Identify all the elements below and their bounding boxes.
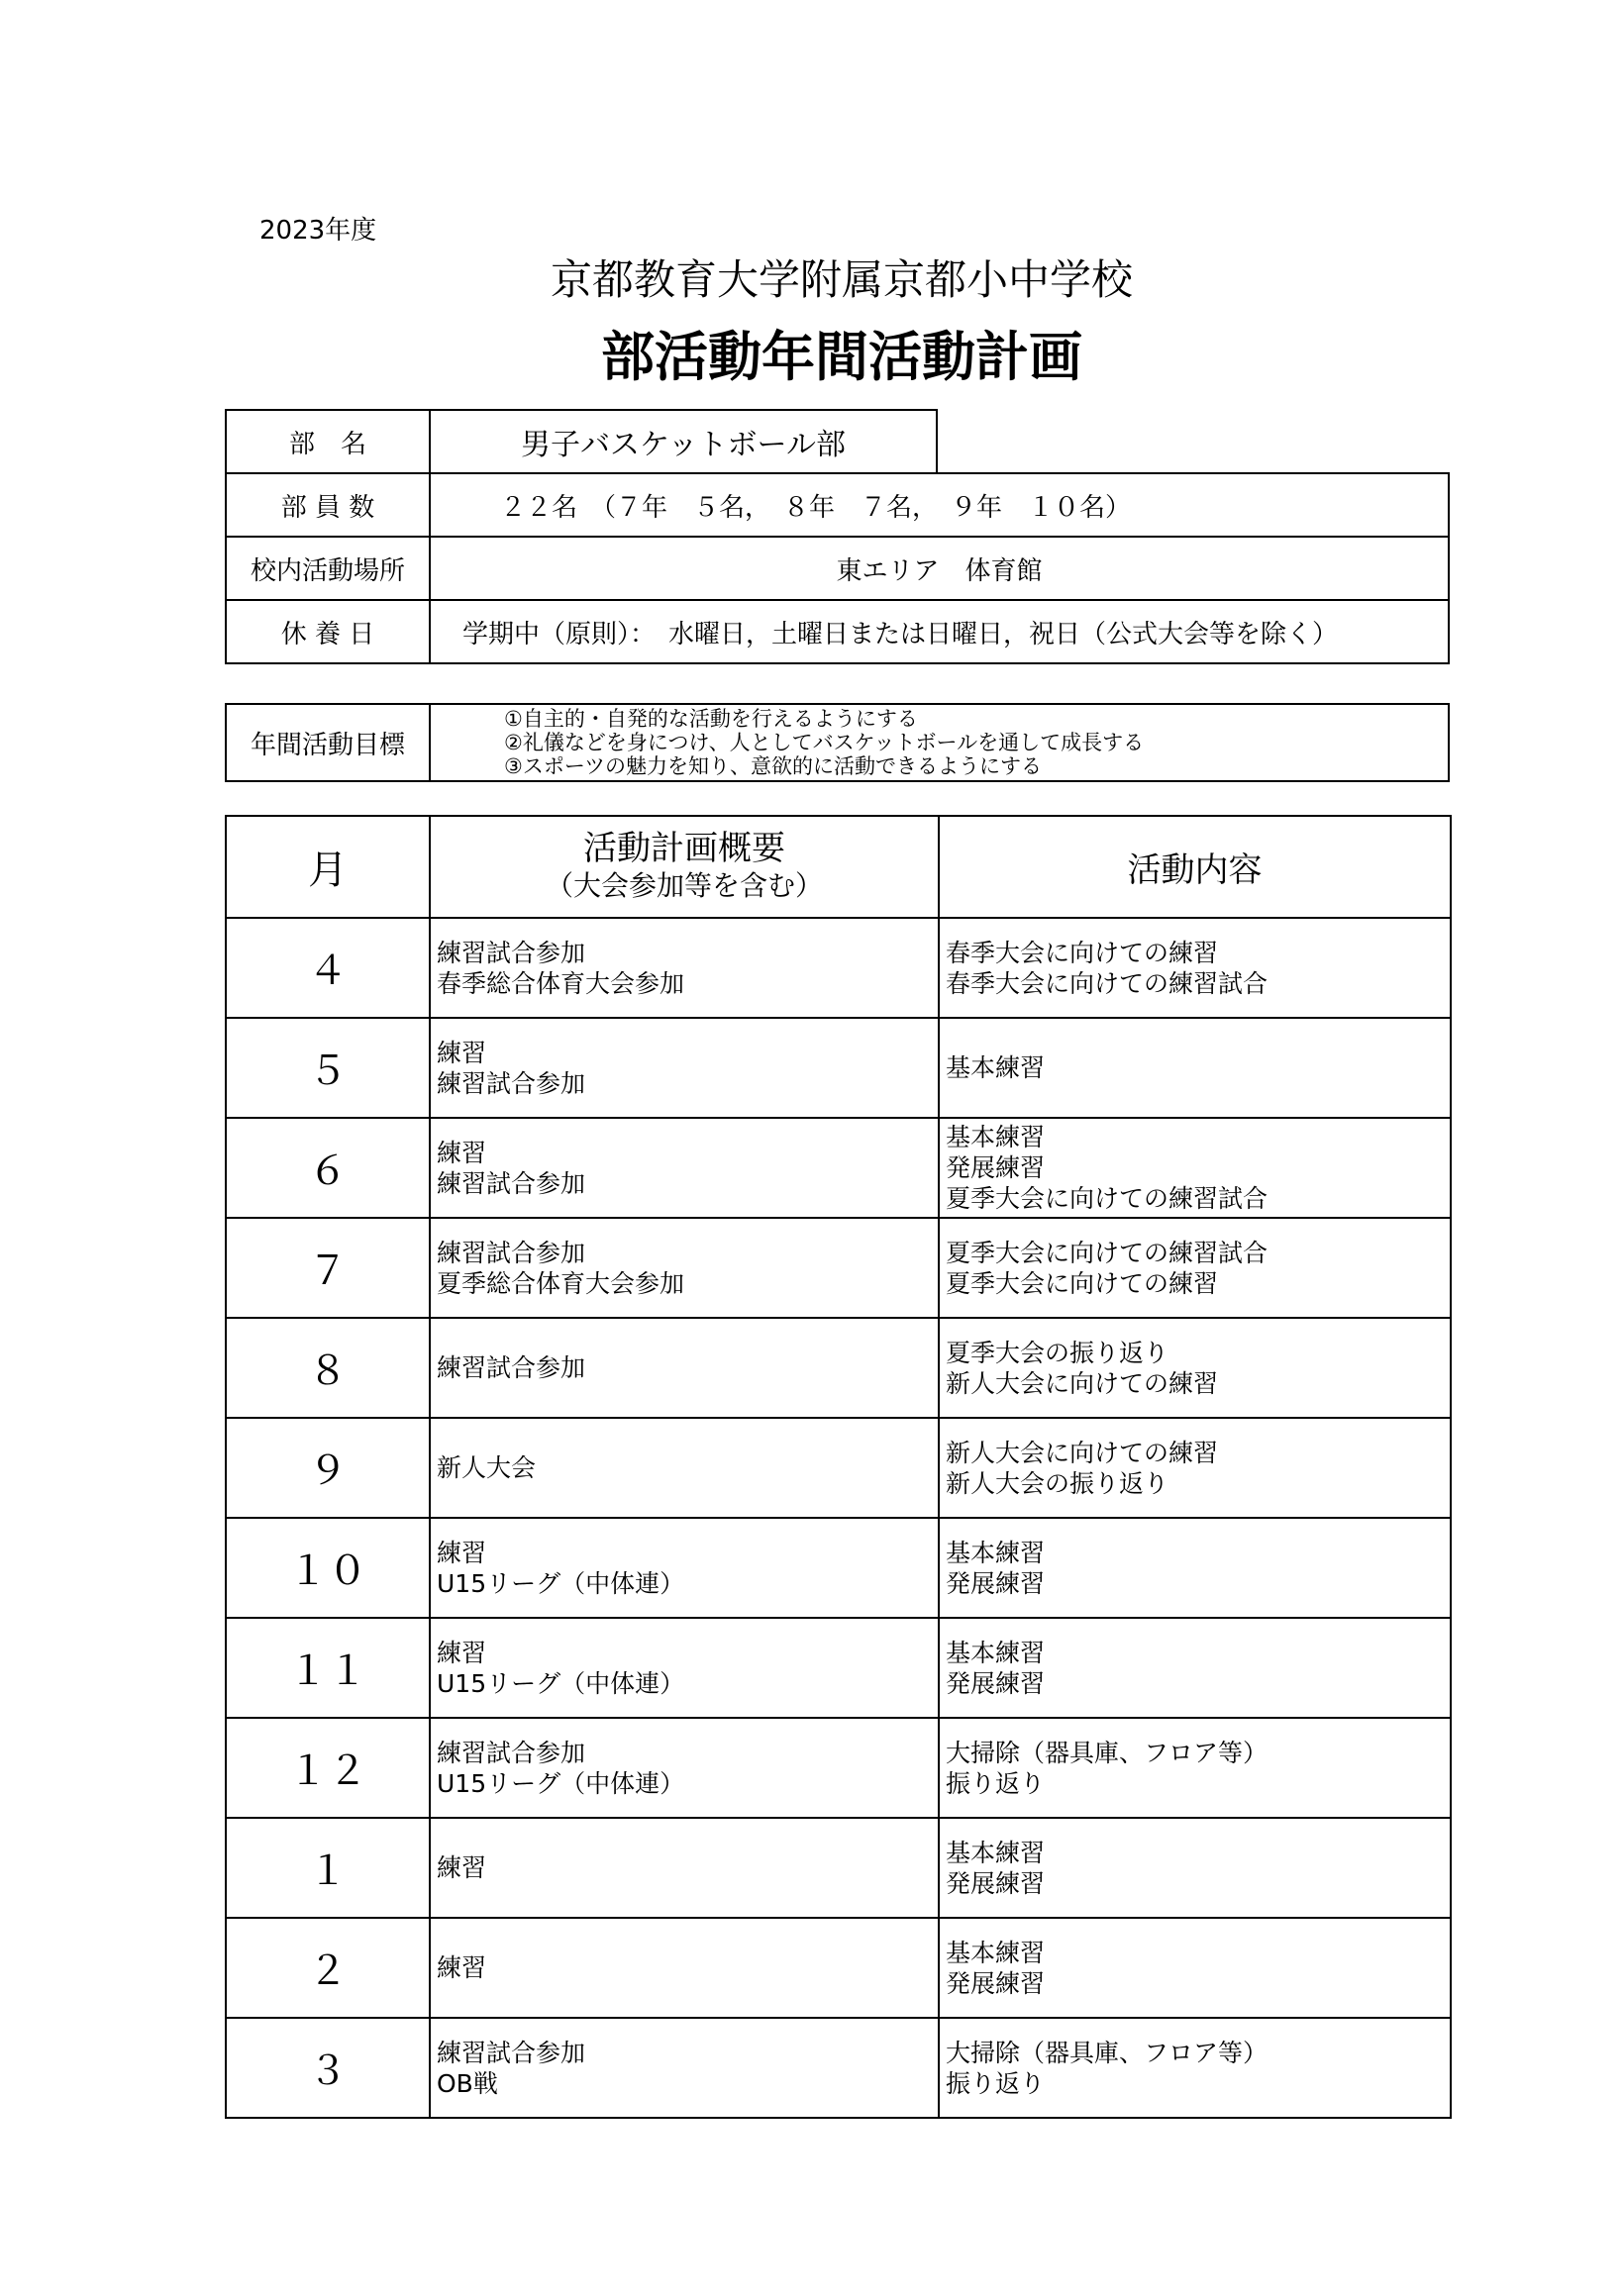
schedule-row [226,1518,1451,1618]
schedule-header-row [226,816,1451,918]
overview-line: 新人大会 [437,1453,537,1482]
content-line: 夏季大会に向けての練習 [946,1268,1219,1298]
content-line: 基本練習 [946,1123,1046,1151]
content-line: 新人大会に向けての練習 [946,1438,1219,1467]
overview-line: 練習 [437,1638,487,1667]
overview-cell [430,1718,939,1818]
overview-header-title: 活動計画概要 [583,828,785,868]
club-name-value: 男子バスケットボール部 [429,409,938,474]
month-header: 月 [226,816,430,918]
goal-item: ①自主的・自発的な活動を行えるようにする [504,707,918,731]
overview-cell [430,918,939,1018]
overview-line: 練習試合参加 [437,938,586,967]
overview-line: 練習 [437,1538,487,1567]
overview-line: 練習 [437,1853,487,1882]
overview-line: 練習試合参加 [437,1353,586,1382]
overview-line: 練習 [437,1138,487,1167]
overview-cell [430,1118,939,1218]
content-cell [939,1318,1451,1418]
content-line: 春季大会に向けての練習試合 [946,968,1269,998]
content-cell [939,2018,1451,2118]
overview-cell [430,2018,939,2118]
content-line: 夏季大会に向けての練習試合 [946,1238,1269,1267]
overview-line: 練習 [437,1038,487,1067]
overview-line: 夏季総合体育大会参加 [437,1268,685,1298]
members-label: 部 員 数 [225,472,431,538]
overview-header-sub: （大会参加等を含む） [545,868,823,902]
overview-line: U15リーグ（中体連） [437,1568,685,1598]
schedule-row [226,2018,1451,2118]
content-line: 基本練習 [946,1053,1046,1082]
members-value: ２２名 （７年 ５名， ８年 ７名， ９年 １０名） [429,472,1450,538]
content-line: 基本練習 [946,1838,1046,1867]
month-cell: １０ [226,1518,430,1618]
schedule-row [226,1418,1451,1518]
schedule-table [225,815,1452,2119]
overview-line: 練習試合参加 [437,1068,586,1098]
overview-cell [430,1218,939,1318]
month-cell: ５ [226,1018,430,1118]
content-line: 新人大会の振り返り [946,1468,1169,1498]
rest-days-label: 休 養 日 [225,599,431,664]
content-cell [939,1418,1451,1518]
content-line: 新人大会に向けての練習 [946,1368,1219,1398]
annual-goals-label: 年間活動目標 [225,703,431,782]
content-line: 発展練習 [946,1868,1046,1898]
overview-line: 練習試合参加 [437,1168,586,1198]
schedule-body [226,918,1451,2118]
content-line: 春季大会に向けての練習 [946,938,1219,967]
content-line: 発展練習 [946,1153,1046,1182]
content-line: 基本練習 [946,1538,1046,1567]
content-cell [939,1818,1451,1918]
schedule-row [226,1218,1451,1318]
month-cell: １１ [226,1618,430,1718]
overview-cell [430,1018,939,1118]
overview-cell [430,1518,939,1618]
content-cell [939,1218,1451,1318]
content-line: 基本練習 [946,1938,1046,1967]
month-cell: １２ [226,1718,430,1818]
content-cell [939,1918,1451,2018]
schedule-row [226,1118,1451,1218]
document-title: 部活動年間活動計画 [601,326,1082,388]
content-line: 発展練習 [946,1668,1046,1698]
goal-item: ②礼儀などを身につけ、人としてバスケットボールを通して成長する [504,731,1145,754]
rest-days-value: 学期中（原則）： 水曜日，土曜日または日曜日，祝日（公式大会等を除く） [429,599,1450,664]
overview-line: 練習試合参加 [437,1738,586,1767]
month-cell: ４ [226,918,430,1018]
month-cell: ９ [226,1418,430,1518]
place-value: 東エリア 体育館 [429,536,1450,601]
month-cell: ６ [226,1118,430,1218]
overview-header [430,816,939,918]
goal-item: ③スポーツの魅力を知り、意欲的に活動できるようにする [504,754,1042,778]
content-line: 基本練習 [946,1638,1046,1667]
school-name: 京都教育大学附属京都小中学校 [550,255,1133,304]
overview-cell [430,1918,939,2018]
content-cell [939,918,1451,1018]
content-line: 振り返り [946,2068,1046,2098]
overview-cell [430,1318,939,1418]
content-line: 大掃除（器具庫、フロア等） [946,2038,1269,2067]
content-line: 発展練習 [946,1568,1046,1598]
overview-line: U15リーグ（中体連） [437,1668,685,1698]
place-label: 校内活動場所 [225,536,431,601]
overview-cell [430,1418,939,1518]
schedule-row [226,1818,1451,1918]
overview-line: 春季総合体育大会参加 [437,968,685,998]
schedule-row [226,1618,1451,1718]
overview-line: 練習 [437,1953,487,1982]
schedule-row [226,1718,1451,1818]
fiscal-year: 2023年度 [259,216,377,246]
overview-line: U15リーグ（中体連） [437,1768,685,1798]
content-line: 夏季大会の振り返り [946,1338,1169,1367]
club-name-label: 部 名 [225,409,431,474]
schedule-row [226,1918,1451,2018]
content-cell [939,1518,1451,1618]
schedule-row [226,1018,1451,1118]
overview-cell [430,1618,939,1718]
month-cell: １ [226,1818,430,1918]
content-header: 活動内容 [939,816,1451,918]
overview-cell [430,1818,939,1918]
month-cell: ７ [226,1218,430,1318]
annual-goals-list [429,703,1450,782]
content-line: 振り返り [946,1768,1046,1798]
content-cell [939,1018,1451,1118]
overview-line: 練習試合参加 [437,1238,586,1267]
content-line: 大掃除（器具庫、フロア等） [946,1738,1269,1767]
month-cell: ２ [226,1918,430,2018]
month-cell: ３ [226,2018,430,2118]
content-line: 夏季大会に向けての練習試合 [946,1184,1269,1213]
content-line: 発展練習 [946,1968,1046,1998]
month-cell: ８ [226,1318,430,1418]
overview-line: 練習試合参加 [437,2038,586,2067]
schedule-row [226,918,1451,1018]
content-cell [939,1118,1451,1218]
schedule-row [226,1318,1451,1418]
content-cell [939,1618,1451,1718]
overview-line: OB戦 [437,2068,498,2098]
content-cell [939,1718,1451,1818]
